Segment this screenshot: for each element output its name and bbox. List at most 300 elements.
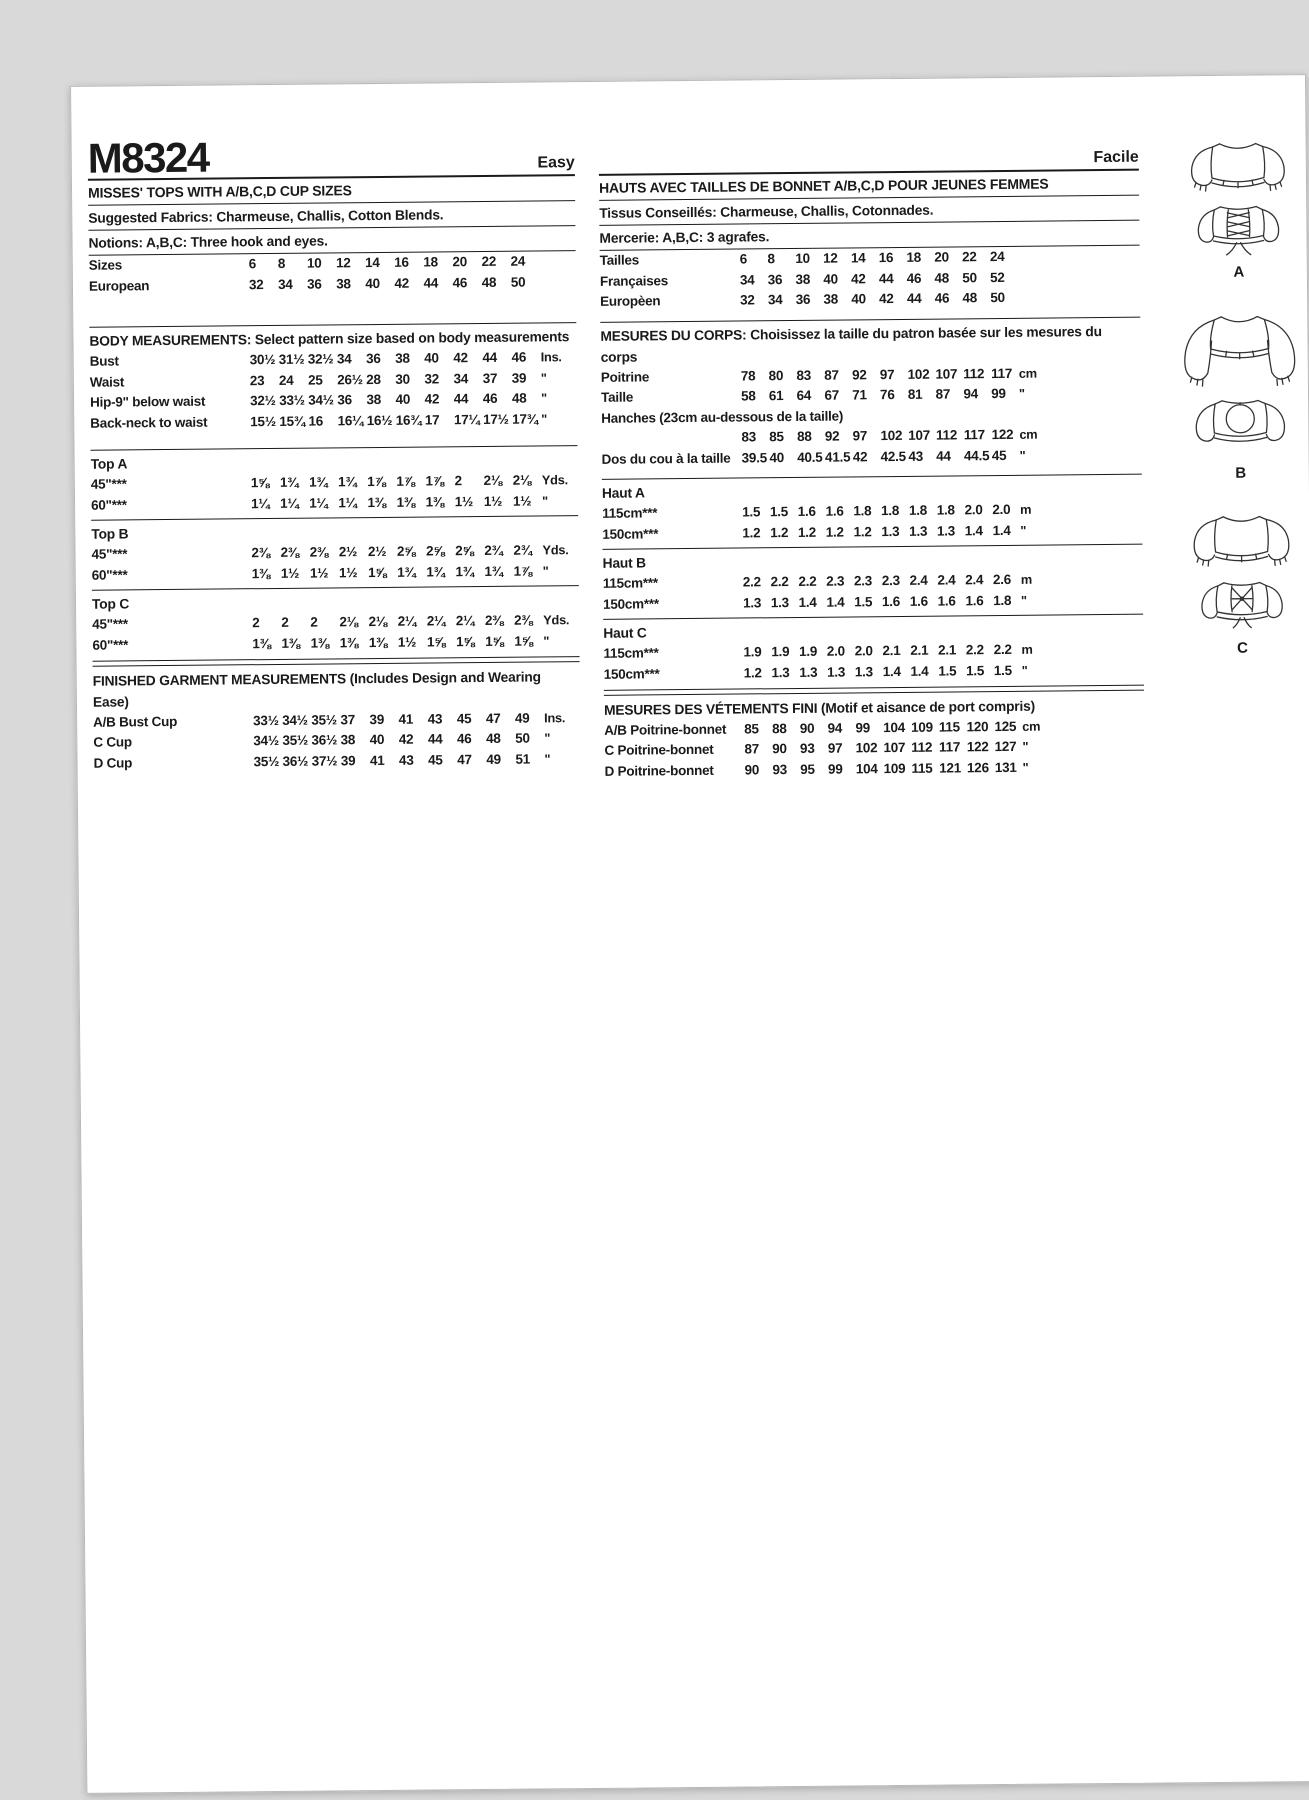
cell-value: 2.2 (742, 574, 761, 590)
cell-value: 2.1 (938, 642, 957, 658)
cell-value: 85 (769, 429, 784, 445)
cell-value: 40 (769, 449, 785, 465)
cell-value: 1⅞ (367, 473, 386, 490)
cell-value: 42.5 (880, 448, 906, 464)
haut-c-metrage-table (603, 639, 1143, 685)
cell-value: 35½ (253, 753, 280, 769)
cell-value: 97 (879, 366, 895, 382)
cell-value: 1.8 (993, 592, 1012, 608)
cell-value: 1¾ (455, 563, 474, 579)
cell-value: 85 (744, 720, 759, 736)
unit-label: " (540, 369, 547, 385)
row-label: 45"*** (92, 616, 128, 632)
haut-c-header: Haut C (603, 625, 647, 641)
unit-label: " (541, 410, 548, 426)
cell-value: 34 (453, 370, 469, 386)
cell-value: 1⅜ (425, 493, 444, 510)
cell-value: 1.6 (937, 592, 956, 609)
cell-value: 43 (398, 752, 414, 768)
cell-value: 2¼ (397, 613, 417, 629)
cell-value: 122 (966, 739, 989, 755)
cell-value: 67 (824, 387, 840, 403)
fabrics-value: Charmeuse, Challis, Cotton Blends. (216, 207, 444, 225)
unit-label: cm (1018, 365, 1037, 381)
cell-value: 1¼ (338, 494, 357, 510)
row-label: 150cm*** (602, 595, 659, 612)
cell-value: 1.3 (827, 664, 846, 680)
unit-label: " (1018, 385, 1025, 401)
cell-value: 44 (423, 274, 439, 291)
cell-value: 104 (855, 760, 878, 776)
cell-value: 1.2 (797, 524, 817, 540)
cell-value: 2⅜ (513, 612, 533, 628)
cell-value: 1.4 (798, 594, 817, 610)
cell-value: 80 (768, 367, 784, 383)
cell-value: 31½ (278, 351, 305, 367)
cell-value: 18 (423, 254, 438, 270)
cell-value: 2.3 (881, 572, 900, 589)
cell-value: 1¾ (426, 563, 445, 580)
cell-value: 45 (991, 447, 1007, 463)
cell-value: 39 (340, 752, 356, 768)
table-row (92, 561, 579, 586)
cell-value: 34 (277, 276, 293, 292)
row-label: A/B Poitrine-bonnet (604, 721, 727, 738)
row-label: 45"*** (90, 476, 127, 492)
cell-value: 36 (307, 276, 322, 292)
cell-value: 102 (855, 740, 878, 756)
cell-value: 2.4 (937, 572, 956, 588)
row-label: Taille (600, 389, 634, 405)
cell-value: 115 (911, 760, 933, 776)
cell-value: 2⅛ (339, 614, 358, 630)
cell-value: 38 (340, 732, 356, 748)
cell-value: 36 (795, 291, 811, 307)
cell-value: 1¾ (397, 564, 416, 580)
cell-value: 50 (510, 274, 526, 290)
cell-value: 1½ (309, 564, 329, 581)
mesures-fini-table (604, 715, 1145, 782)
row-label: Françaises (599, 272, 669, 289)
cell-value: 2.3 (853, 573, 873, 589)
cell-value: 112 (935, 427, 958, 443)
cell-value: 15½ (250, 413, 276, 429)
row-label: A/B Bust Cup (93, 713, 178, 730)
cell-value: 1.5 (854, 593, 873, 609)
row-label: Dos du cou à la taille (601, 450, 731, 467)
cell-value: 78 (740, 367, 756, 384)
cell-value: 40 (851, 291, 866, 307)
cell-value: 1.3 (770, 594, 789, 610)
cell-value: 92 (851, 366, 867, 382)
cell-value: 46 (456, 731, 472, 747)
cell-value: 38 (395, 350, 410, 366)
row-label: D Poitrine-bonnet (604, 762, 714, 779)
notions-value: Three hook and eyes. (190, 233, 328, 250)
cell-value: 1.6 (909, 593, 928, 609)
cell-value: 46 (906, 270, 922, 286)
cell-value: 35½ (311, 711, 337, 728)
row-label: Back-neck to waist (90, 414, 208, 431)
cell-value: 6 (739, 251, 748, 267)
cell-value: 39 (369, 711, 385, 727)
sizes-table-fr (600, 246, 1141, 313)
cell-value: 40 (395, 391, 411, 407)
cell-value: 1½ (454, 493, 474, 509)
cell-value: 2⅜ (484, 612, 504, 628)
cell-value: 44 (878, 270, 894, 286)
cell-value: 2.1 (910, 642, 929, 658)
cell-value: 92 (824, 428, 840, 444)
cell-value: 35½ (282, 732, 309, 748)
row-label: Sizes (88, 257, 123, 273)
cell-value: 44 (936, 447, 951, 464)
cell-value: 1⅞ (513, 563, 532, 579)
cell-value: 40 (823, 271, 838, 287)
cell-value: 38 (795, 271, 811, 287)
cell-value: 24 (510, 253, 526, 269)
cell-value: 1½ (338, 564, 358, 580)
unit-label: " (1019, 447, 1026, 463)
cell-value: 48 (962, 290, 978, 306)
cell-value: 34½ (253, 732, 279, 749)
cell-value: 1.9 (799, 643, 818, 659)
cell-value: 1.6 (797, 503, 816, 519)
unit-label: Yds. (543, 612, 570, 628)
row-label: Poitrine (600, 368, 650, 385)
cell-value: 42 (424, 391, 440, 407)
cell-value: 10 (306, 255, 322, 271)
cell-value: 40 (369, 731, 385, 748)
cell-value: 109 (883, 760, 906, 776)
cell-value: 1.3 (742, 594, 762, 610)
cell-value: 41.5 (824, 448, 851, 465)
cell-value: 38 (366, 391, 382, 408)
row-label: Bust (89, 353, 119, 369)
cell-value: 2.2 (798, 573, 817, 589)
table-row (602, 519, 1142, 545)
cell-value: 16¾ (395, 412, 422, 428)
cell-value: 99 (827, 761, 843, 777)
cell-value: 50 (990, 289, 1005, 306)
cell-value: 107 (883, 739, 906, 756)
haut-a-metrage-table (602, 499, 1142, 545)
garment-c-back-crossed-straps-sketch (1174, 575, 1309, 638)
illustrations-column (1162, 121, 1309, 776)
cell-value: 33½ (279, 392, 305, 408)
unit-label: " (544, 730, 551, 746)
cell-value: 2.4 (965, 572, 984, 588)
row-label: Waist (89, 373, 125, 390)
cell-value: 12 (335, 255, 351, 271)
row-label: 150cm*** (603, 665, 660, 682)
cell-value: 36 (365, 350, 381, 367)
cell-value: 42 (879, 291, 894, 307)
cell-value: 48 (481, 274, 497, 290)
cell-value: 32 (424, 370, 440, 387)
cell-value: 102 (907, 366, 930, 382)
cell-value: 1.4 (992, 522, 1011, 538)
cell-value: 2⅝ (455, 543, 474, 559)
cell-value: 47 (485, 710, 501, 726)
cell-value: 37 (482, 370, 498, 386)
cell-value: 1¼ (309, 494, 328, 511)
row-label (601, 442, 741, 443)
mesures-du-corps-header: MESURES DU CORPS: Choisissez la taille du patron basée sur les mesures du corps (600, 323, 1102, 365)
cell-value: 109 (910, 719, 933, 735)
french-header-row (598, 123, 1138, 176)
cell-value: 51 (515, 751, 531, 767)
cell-value: 1.8 (881, 502, 900, 519)
cell-value: 44 (482, 349, 498, 365)
cell-value: 17½ (482, 411, 509, 427)
cell-value: 112 (911, 739, 933, 755)
unit-label: Ins. (544, 709, 566, 725)
cell-value: 102 (880, 427, 903, 444)
cell-value: 2 (454, 473, 462, 489)
cell-value: 1¾ (308, 474, 328, 490)
cell-value: 1.5 (965, 662, 985, 678)
cell-value: 46 (934, 290, 950, 306)
row-label: Europèen (600, 293, 661, 309)
top-b-yardage-table (91, 540, 578, 586)
cell-value: 1⅝ (485, 633, 504, 649)
row-label: 115cm*** (603, 645, 659, 661)
cell-value: 95 (800, 761, 815, 777)
cell-value: 131 (994, 759, 1017, 775)
cell-value: 47 (457, 751, 472, 767)
cell-value: 104 (883, 719, 906, 735)
pattern-number: M8324 (87, 133, 209, 183)
cell-value: 1⅝ (455, 633, 475, 649)
cell-value: 87 (824, 367, 839, 383)
cell-value: 30 (395, 371, 410, 387)
unit-label: cm (1022, 718, 1041, 734)
garment-c-front-sketch (1171, 505, 1309, 576)
cell-value: 2⅜ (309, 544, 329, 560)
cell-value: 16 (878, 250, 894, 266)
table-row (605, 756, 1145, 782)
garment-b-back-keyhole-sketch (1170, 392, 1309, 463)
cell-value: 1⅜ (310, 634, 329, 651)
cell-value: 26½ (337, 371, 363, 387)
cell-value: 2 (310, 614, 318, 630)
cell-value: 39 (511, 370, 527, 386)
garment-a-front-sketch (1172, 133, 1305, 200)
cell-value: 1.4 (910, 663, 929, 679)
cell-value: 1⅞ (425, 473, 444, 489)
cell-value: 94 (963, 386, 979, 402)
cell-value: 8 (767, 251, 775, 267)
cell-value: 2.2 (965, 642, 984, 658)
cell-value: 1.8 (908, 502, 928, 518)
table-row (91, 491, 578, 516)
mesures-fini-header: MESURES DES VÉTEMENTS FINI (Motif et aisance de port compris) (603, 698, 1036, 718)
cell-value: 42 (851, 270, 866, 286)
cell-value: 58 (740, 388, 756, 404)
cell-value: 34 (336, 351, 352, 367)
top-a-yardage-table (91, 470, 578, 516)
cell-value: 16¼ (337, 412, 364, 428)
cell-value: 16½ (366, 412, 393, 428)
cell-value: 46 (511, 349, 527, 365)
cell-value: 33½ (253, 712, 279, 728)
view-label-b: B (1235, 464, 1247, 482)
row-label: European (88, 277, 150, 294)
cell-value: 2.2 (770, 574, 789, 590)
cell-value: 117 (990, 365, 1013, 381)
body-measurements-header: BODY MEASUREMENTS: Select pattern size based on body measurements (89, 329, 570, 349)
row-label: 115cm*** (602, 575, 658, 591)
row-label: Hanches (23cm au-dessous de la taille) (601, 408, 844, 426)
cell-value: 2⅛ (512, 472, 532, 488)
cell-value: 22 (481, 253, 497, 269)
cell-value: 2¼ (455, 613, 475, 629)
cell-value: 49 (514, 710, 530, 726)
english-header-row (87, 128, 574, 181)
cell-value: 42 (453, 350, 468, 366)
cell-value: 48 (511, 390, 527, 406)
cell-value: 1⅜ (251, 565, 271, 581)
row-label: 115cm*** (602, 505, 658, 521)
cell-value: 122 (991, 426, 1014, 443)
cell-value: 38 (336, 275, 351, 291)
cell-value: 42 (394, 275, 410, 291)
cell-value: 1¼ (280, 495, 299, 511)
cell-value: 25 (307, 372, 323, 388)
cell-value: 1.4 (826, 594, 845, 610)
unit-label: Yds. (541, 472, 568, 488)
cell-value: 2¾ (484, 542, 503, 558)
top-c-yardage-table (92, 610, 579, 656)
cell-value: 1.3 (771, 664, 790, 680)
row-label: 60"*** (92, 636, 129, 653)
cell-value: 2⅜ (251, 545, 270, 561)
cell-value: 1¼ (250, 495, 270, 511)
cell-value: 2⅛ (368, 613, 387, 630)
cell-value: 28 (366, 371, 381, 387)
cell-value: 1.5 (938, 662, 957, 679)
cell-value: 2½ (338, 544, 358, 560)
cell-value: 1⅜ (281, 635, 300, 651)
unit-label: " (1020, 522, 1027, 538)
cell-value: 1½ (397, 634, 417, 650)
cell-value: 1.6 (965, 592, 984, 608)
cell-value: 99 (991, 385, 1006, 402)
cell-value: 1.6 (881, 593, 901, 609)
cell-value: 1.5 (769, 504, 789, 520)
cell-value: 48 (934, 270, 950, 286)
cell-value: 14 (365, 254, 380, 271)
cell-value: 24 (278, 372, 294, 388)
cell-value: 40 (365, 275, 380, 291)
cell-value: 2 (281, 614, 289, 630)
cell-value: 121 (939, 759, 962, 776)
haut-a-header: Haut A (601, 485, 645, 501)
unit-label: " (544, 750, 551, 766)
cell-value: 6 (248, 256, 257, 272)
body-measurements-table (90, 347, 578, 434)
unit-label: m (1021, 641, 1033, 657)
cell-value: 93 (772, 761, 788, 777)
cell-value: 1⅜ (252, 635, 271, 651)
cell-value: 44 (906, 290, 922, 306)
cell-value: 87 (744, 741, 760, 757)
row-label: C Cup (93, 734, 132, 750)
cell-value: 2.6 (992, 571, 1012, 588)
cell-value: 1⅝ (514, 633, 533, 649)
cell-value: 18 (906, 249, 922, 265)
cell-value: 97 (827, 740, 843, 756)
cell-value: 1.5 (742, 504, 761, 520)
cell-value: 1.3 (854, 663, 873, 679)
table-row (604, 659, 1144, 685)
cell-value: 34 (739, 271, 755, 288)
cell-value: 40 (424, 350, 439, 366)
row-label: D Cup (93, 754, 133, 771)
cell-value: 1.3 (936, 522, 956, 539)
cell-value: 30½ (249, 351, 276, 368)
view-label-c: C (1236, 639, 1248, 657)
cell-value: 2⅜ (280, 544, 299, 560)
cell-value: 1⅜ (367, 494, 386, 510)
cell-value: 115 (938, 718, 960, 735)
garment-a-back-laced-sketch (1172, 199, 1305, 262)
cell-value: 52 (990, 269, 1005, 285)
unit-label: m (1020, 501, 1032, 517)
cell-value: 32½ (249, 392, 276, 409)
unit-label: " (542, 562, 549, 578)
table-row (603, 589, 1143, 615)
fabrics-label: Suggested Fabrics: (88, 209, 213, 226)
unit-label: m (1020, 571, 1033, 587)
cell-value: 1.8 (936, 502, 955, 518)
notions-label: Notions: A,B,C: (88, 234, 188, 251)
cell-value: 45 (428, 751, 443, 768)
cell-value: 1¾ (279, 474, 299, 490)
cell-value: 2.2 (993, 641, 1012, 658)
pattern-envelope-back-sheet (70, 74, 1309, 1794)
sheet-content (71, 75, 1309, 787)
french-column (598, 123, 1144, 782)
cell-value: 1⅜ (396, 494, 415, 510)
garment-b-front-sketch (1164, 306, 1309, 393)
cell-value: 50 (962, 269, 977, 285)
unit-label: " (1022, 738, 1029, 754)
cell-value: 1⅝ (250, 475, 270, 491)
unit-label: Ins. (540, 349, 562, 365)
row-label: Hip-9" below waist (89, 393, 206, 410)
cell-value: 64 (796, 387, 812, 403)
row-label: 150cm*** (602, 525, 659, 542)
view-group-c (1166, 505, 1309, 657)
english-column (87, 128, 580, 787)
mercerie-value: 3 agrafes. (706, 229, 770, 245)
unit-label: " (543, 632, 550, 648)
cell-value: 8 (277, 255, 286, 271)
difficulty-label-fr: Facile (1093, 148, 1139, 167)
cell-value: 2.1 (882, 642, 901, 659)
cell-value: 36 (337, 392, 352, 408)
unit-label: " (1020, 592, 1027, 608)
cell-value: 97 (852, 428, 868, 444)
tissus-value: Charmeuse, Challis, Cotonnades. (720, 202, 934, 220)
cell-value: 99 (855, 719, 871, 735)
cell-value: 38 (823, 291, 839, 307)
haut-b-metrage-table (603, 569, 1143, 615)
cell-value: 120 (966, 718, 989, 734)
cell-value: 1¾ (484, 563, 503, 579)
